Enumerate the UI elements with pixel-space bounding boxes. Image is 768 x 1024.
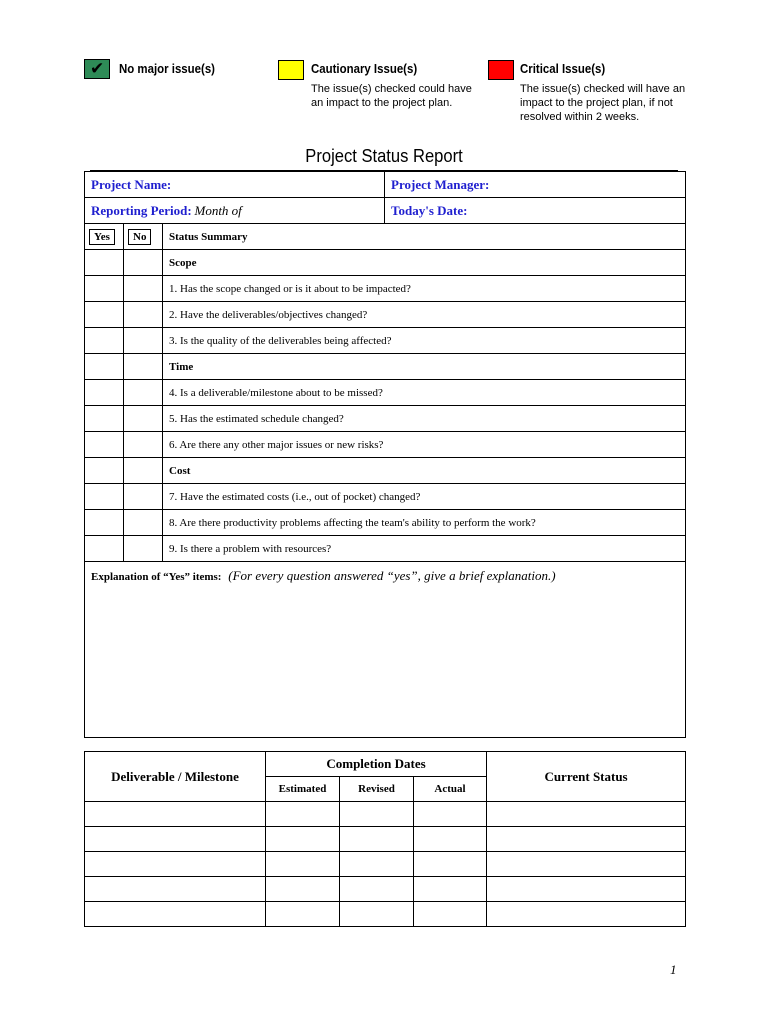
status-cell[interactable] [487,802,686,827]
deliverable-cell[interactable] [85,852,266,877]
deliverable-cell[interactable] [85,877,266,902]
table-row [85,877,686,902]
page-number: 1 [670,962,677,977]
legend-critical-label: Critical Issue(s) [520,61,606,76]
project-name-field[interactable] [85,172,385,198]
current-status-header: Current Status [487,752,686,802]
actual-cell[interactable] [414,802,487,827]
no-checkbox[interactable] [124,510,163,536]
estimated-cell[interactable] [266,902,340,927]
yes-checkbox[interactable] [85,536,124,562]
reporting-period-label: Reporting Period: [91,202,192,218]
estimated-cell[interactable] [266,877,340,902]
no-header: No [128,229,151,245]
table-row [85,852,686,877]
status-cell[interactable] [487,902,686,927]
yes-checkbox[interactable] [85,406,124,432]
no-checkbox[interactable] [124,250,163,276]
legend-critical-desc: The issue(s) checked will have an impact to the project plan, if not resolved within 2 weeks. [520,83,686,123]
actual-cell[interactable] [414,877,487,902]
revised-cell[interactable] [340,852,414,877]
question-6: 6. Are there any other major issues or new risks? [163,432,686,458]
no-checkbox[interactable] [124,458,163,484]
no-checkbox[interactable] [124,276,163,302]
question-5: 5. Has the estimated schedule changed? [163,406,686,432]
question-7: 7. Have the estimated costs (i.e., out of pocket) changed? [163,484,686,510]
no-checkbox[interactable] [124,536,163,562]
no-checkbox[interactable] [124,406,163,432]
todays-date-label: Today's Date: [391,202,468,218]
status-cell[interactable] [487,827,686,852]
legend-cautionary-desc: The issue(s) checked could have an impact to the project plan. [311,83,472,109]
status-summary-header: Status Summary [163,224,686,250]
checkmark-icon: ✔ [90,59,105,78]
yes-checkbox[interactable] [85,328,124,354]
yes-header-cell [85,224,124,250]
yes-checkbox[interactable] [85,276,124,302]
deliverable-header: Deliverable / Milestone [85,752,266,802]
no-checkbox[interactable] [124,432,163,458]
legend-cautionary-label: Cautionary Issue(s) [311,61,418,76]
estimated-cell[interactable] [266,802,340,827]
project-name-label: Project Name: [91,176,172,192]
table-row [85,902,686,927]
section-cost: Cost [163,458,686,484]
page-title: Project Status Report [305,146,463,166]
actual-cell[interactable] [414,852,487,877]
yes-checkbox[interactable] [85,250,124,276]
actual-cell[interactable] [414,827,487,852]
no-checkbox[interactable] [124,328,163,354]
estimated-header: Estimated [266,777,340,802]
deliverable-cell[interactable] [85,827,266,852]
section-time: Time [163,354,686,380]
yes-checkbox[interactable] [85,380,124,406]
no-header-cell [124,224,163,250]
actual-header: Actual [414,777,487,802]
yes-checkbox[interactable] [85,484,124,510]
yes-header: Yes [89,229,115,245]
estimated-cell[interactable] [266,852,340,877]
question-8: 8. Are there productivity problems affecting the team's ability to perform the work? [163,510,686,536]
question-2: 2. Have the deliverables/objectives changed? [163,302,686,328]
yes-checkbox[interactable] [85,458,124,484]
question-1: 1. Has the scope changed or is it about to be impacted? [163,276,686,302]
yes-checkbox[interactable] [85,432,124,458]
table-row [85,827,686,852]
explanation-label: Explanation of “Yes” items: [91,571,222,583]
no-checkbox[interactable] [124,380,163,406]
no-checkbox[interactable] [124,302,163,328]
legend-green-box [84,59,110,79]
milestones-table [84,751,686,927]
question-9: 9. Is there a problem with resources? [163,536,686,562]
revised-cell[interactable] [340,802,414,827]
project-manager-label: Project Manager: [391,176,490,192]
status-cell[interactable] [487,852,686,877]
status-table [84,171,686,738]
yes-checkbox[interactable] [85,302,124,328]
no-checkbox[interactable] [124,354,163,380]
no-checkbox[interactable] [124,484,163,510]
todays-date-field[interactable] [385,198,686,224]
explanation-hint: (For every question answered “yes”, give a brief explanation.) [228,568,556,583]
status-cell[interactable] [487,877,686,902]
question-4: 4. Is a deliverable/milestone about to be missed? [163,380,686,406]
legend-no-issues-label: No major issue(s) [119,61,216,76]
revised-cell[interactable] [340,827,414,852]
estimated-cell[interactable] [266,827,340,852]
reporting-period-value: Month of [194,202,242,218]
revised-cell[interactable] [340,877,414,902]
explanation-field[interactable] [85,562,686,738]
legend-red-box [488,60,514,80]
completion-dates-header: Completion Dates [266,752,487,777]
actual-cell[interactable] [414,902,487,927]
question-3: 3. Is the quality of the deliverables being affected? [163,328,686,354]
reporting-period-field[interactable] [85,198,385,224]
section-scope: Scope [163,250,686,276]
yes-checkbox[interactable] [85,354,124,380]
yes-checkbox[interactable] [85,510,124,536]
deliverable-cell[interactable] [85,802,266,827]
revised-cell[interactable] [340,902,414,927]
project-manager-field[interactable] [385,172,686,198]
deliverable-cell[interactable] [85,902,266,927]
table-row [85,802,686,827]
revised-header: Revised [340,777,414,802]
legend-yellow-box [278,60,304,80]
